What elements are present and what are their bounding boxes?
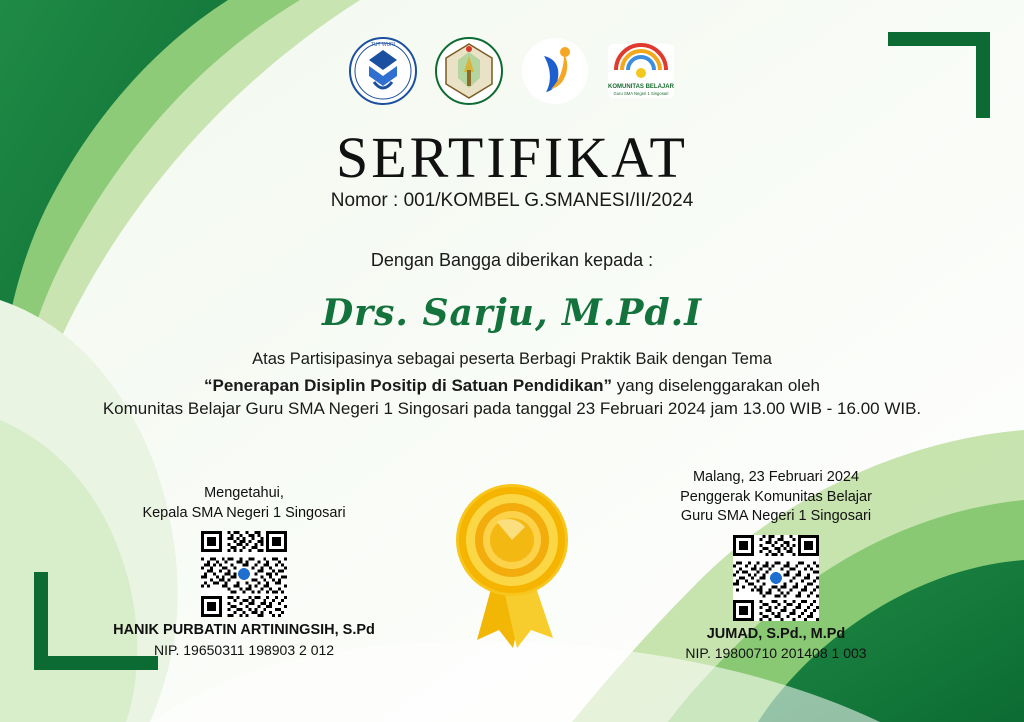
certificate-number: Nomor : 001/KOMBEL G.SMANESI/II/2024 bbox=[330, 190, 694, 211]
svg-text:KOMUNITAS BELAJAR: KOMUNITAS BELAJAR bbox=[608, 84, 674, 90]
qr-code-left bbox=[201, 531, 287, 617]
body-line-3: Komunitas Belajar Guru SMA Negeri 1 Singosari pada tanggal 23 Februari 2024 jam 13.00 WIB - 16.00 WIB. bbox=[102, 399, 922, 418]
signature-block-left bbox=[104, 484, 384, 660]
body-line-2 bbox=[0, 376, 1024, 396]
signature-block-right bbox=[626, 468, 926, 663]
signature-left-line2: Kepala SMA Negeri 1 Singosari bbox=[142, 504, 346, 521]
signature-left-line1: Mengetahui, bbox=[204, 485, 284, 501]
signature-right-line2: Penggerak Komunitas Belajar bbox=[680, 488, 872, 505]
gold-medal-ribbon-seal bbox=[437, 472, 587, 652]
signature-left-nip: NIP. 19650311 198903 2 012 bbox=[153, 641, 335, 658]
signature-right-name: JUMAD, S.Pd., M.Pd bbox=[706, 625, 846, 642]
page-title: SERTIFIKAT bbox=[336, 125, 688, 190]
recipient-name: Drs. Sarju, M.Pd.I bbox=[321, 292, 703, 334]
signature-right-nip: NIP. 19800710 201408 1 003 bbox=[685, 645, 867, 662]
event-theme: “Penerapan Disiplin Positip di Satuan Pendidikan” bbox=[203, 376, 613, 395]
body-line-2-rest: yang diselenggarakan oleh bbox=[612, 376, 820, 395]
svg-text:TUT WURI: TUT WURI bbox=[370, 42, 396, 48]
svg-text:Guru SMA Negeri 1 Singosari: Guru SMA Negeri 1 Singosari bbox=[613, 91, 669, 96]
signature-left-name: HANIK PURBATIN ARTININGSIH, S.Pd bbox=[113, 622, 375, 639]
signature-right-line3: Guru SMA Negeri 1 Singosari bbox=[680, 508, 872, 525]
given-to-label: Dengan Bangga diberikan kepada : bbox=[370, 250, 654, 270]
qr-code-right bbox=[733, 535, 819, 621]
signature-right-line1: Malang, 23 Februari 2024 bbox=[692, 469, 860, 485]
body-line-1: Atas Partisipasinya sebagai peserta Berbagi Praktik Baik dengan Tema bbox=[252, 350, 772, 368]
